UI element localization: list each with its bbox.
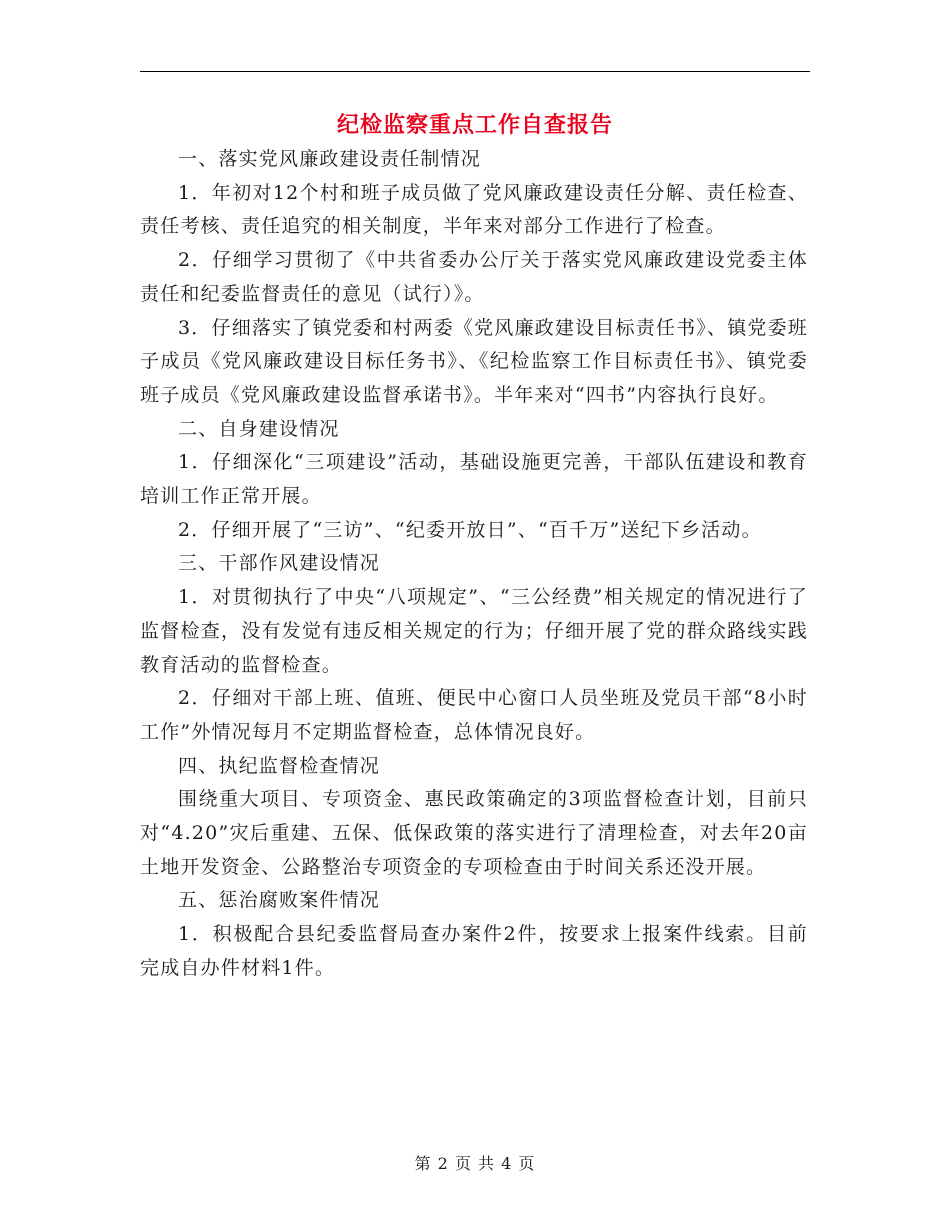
section-heading: 四、执纪监督检查情况 xyxy=(178,754,381,777)
paragraph: 2．仔细对干部上班、值班、便民中心窗口人员坐班及党员干部“8小时工作”外情况每月不定期监督检查，总体情况良好。 xyxy=(140,687,808,743)
document-body xyxy=(140,143,808,986)
page-number: 第 2 页 共 4 页 xyxy=(414,1154,536,1173)
paragraph: 围绕重大项目、专项资金、惠民政策确定的3项监督检查计划，目前只对“4.20”灾后重建、五保、低保政策的落实进行了清理检查，对去年20亩土地开发资金、公路整治专项资金的专项检查由于时间关系还没开展。 xyxy=(140,788,808,878)
section-heading: 三、干部作风建设情况 xyxy=(178,552,381,575)
paragraph: 1．积极配合县纪委监督局查办案件2件，按要求上报案件线索。目前完成自办件材料1件。 xyxy=(140,923,808,979)
paragraph: 1．年初对12个村和班子成员做了党风廉政建设责任分解、责任检查、责任考核、责任追究的相关制度，半年来对部分工作进行了检查。 xyxy=(140,181,808,238)
paragraph: 2．仔细开展了“三访”、“纪委开放日”、“百千万”送纪下乡活动。 xyxy=(178,518,762,541)
paragraph: 1．对贯彻执行了中央“八项规定”、“三公经费”相关规定的情况进行了监督检查，没有发觉有违反相关规定的行为；仔细开展了党的群众路线实践教育活动的监督检查。 xyxy=(140,586,808,676)
paragraph: 3．仔细落实了镇党委和村两委《党风廉政建设目标责任书》、镇党委班子成员《党风廉政建设目标任务书》、《纪检监察工作目标责任书》、镇党委班子成员《党风廉政建设监督承诺书》。半年来对“四书”内容执行良好。 xyxy=(140,316,808,406)
paragraph: 1．仔细深化“三项建设”活动，基础设施更完善，干部队伍建设和教育培训工作正常开展。 xyxy=(140,451,808,508)
section-heading: 五、惩治腐败案件情况 xyxy=(178,889,381,912)
document-title: 纪检监察重点工作自查报告 xyxy=(336,112,613,138)
section-heading: 一、落实党风廉政建设责任制情况 xyxy=(178,148,482,170)
header-rule xyxy=(140,71,810,72)
section-heading: 二、自身建设情况 xyxy=(178,417,340,440)
paragraph: 2．仔细学习贯彻了《中共省委办公厅关于落实党风廉政建设党委主体责任和纪委监督责任的意见（试行）》。 xyxy=(140,249,808,305)
